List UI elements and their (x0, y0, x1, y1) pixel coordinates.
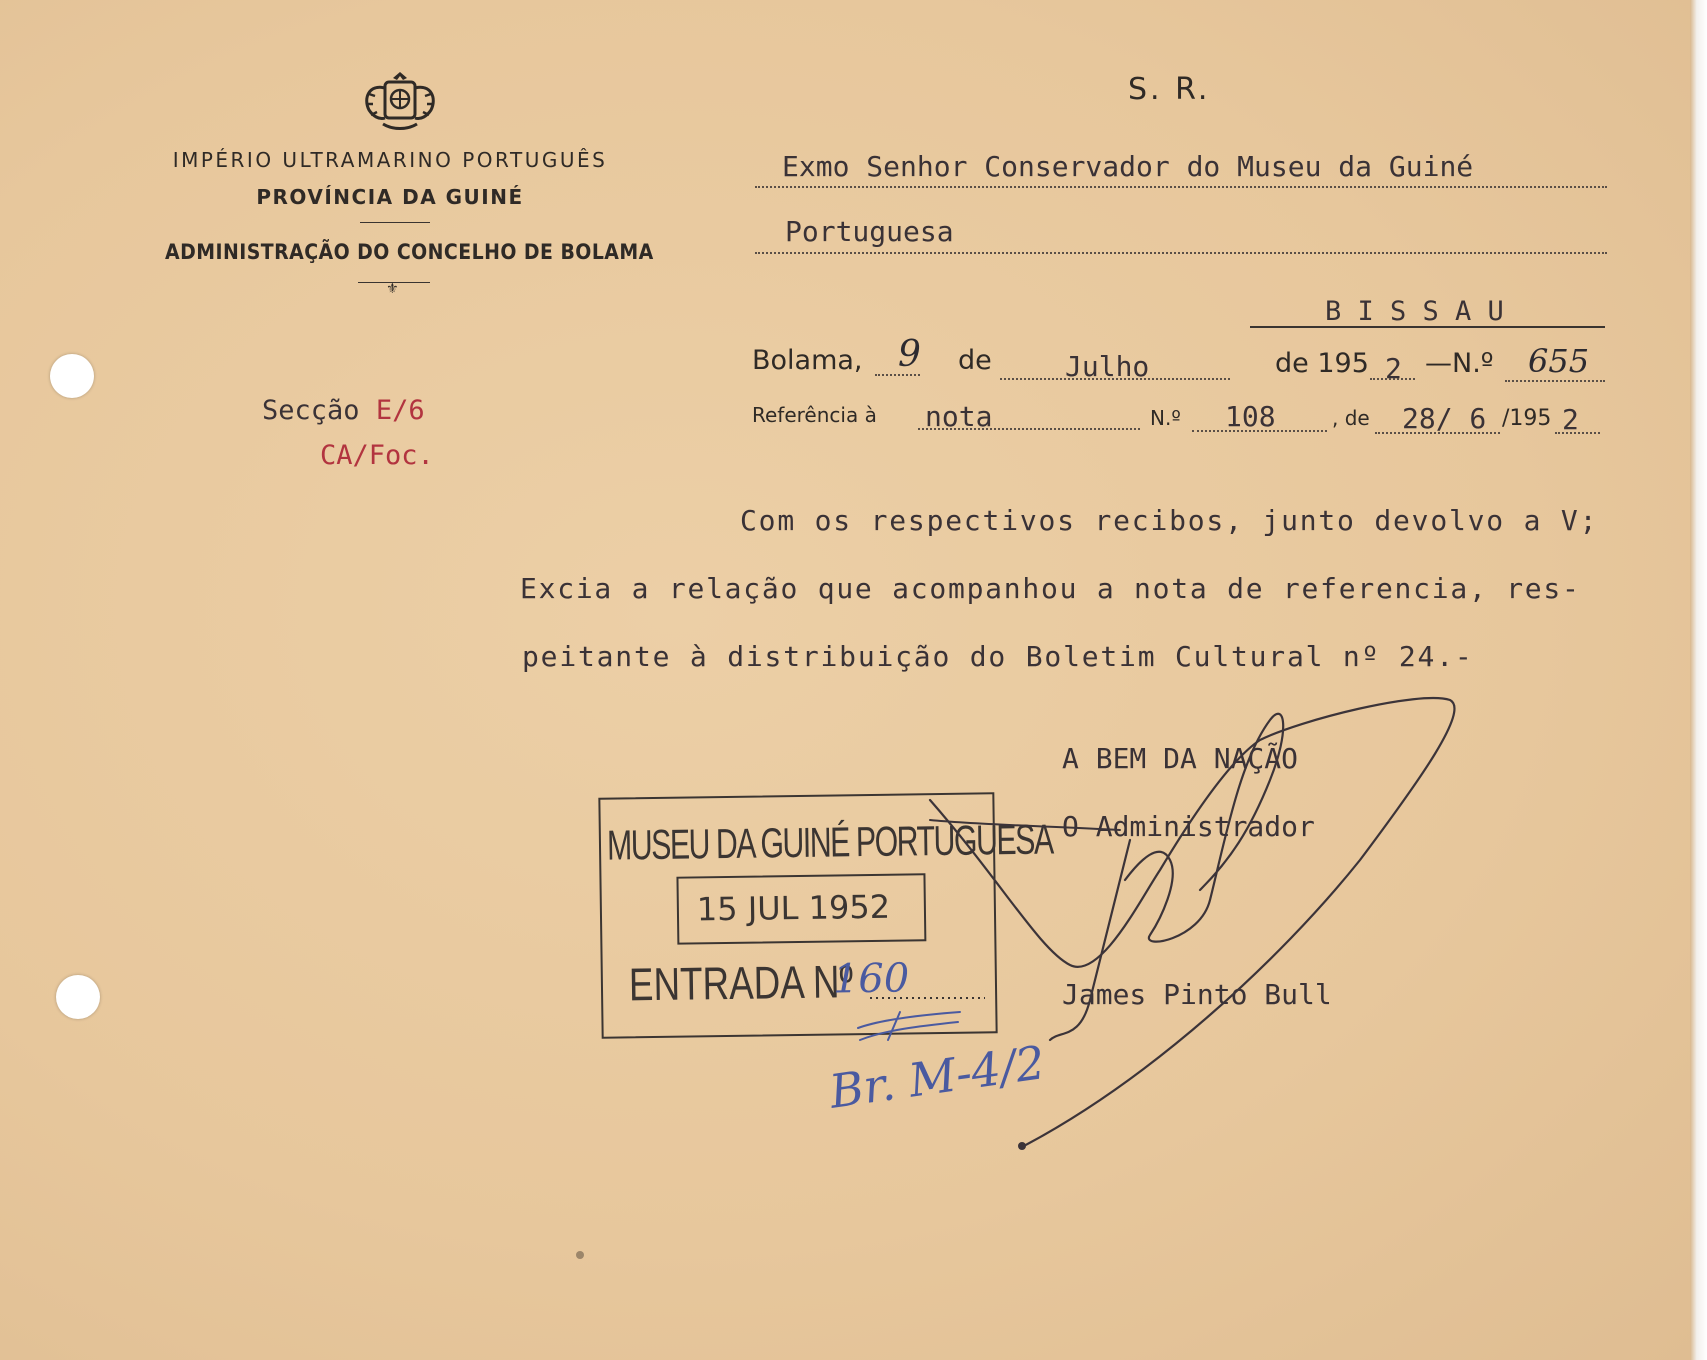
date-year-dots (1370, 378, 1415, 380)
addressee-line-1: Exmo Senhor Conservador do Museu da Guiné (782, 150, 1474, 183)
addressee-dots-2 (755, 252, 1607, 254)
reference-date-label: , de (1332, 406, 1370, 430)
reference-date-dots (1375, 432, 1500, 434)
closing-title: O Administrador (1062, 810, 1315, 843)
body-line-3: peitante à distribuição do Boletim Cultural nº 24.- (522, 640, 1474, 673)
addressee-dots-1 (755, 186, 1607, 188)
reference-number-label: N.º (1150, 406, 1181, 430)
punch-hole-top (50, 354, 94, 398)
date-place: Bolama, (752, 345, 863, 376)
body-line-2: Excia a relação que acompanhou a nota de referencia, res- (520, 572, 1581, 605)
section-word: Secção (262, 395, 360, 426)
date-month: Julho (1065, 350, 1150, 383)
addressee-line-2: Portuguesa (785, 215, 954, 248)
stamp-entry-label: ENTRADA Nº (628, 955, 854, 1011)
date-de: de (958, 345, 992, 376)
section-ref: CA/Foc. (320, 440, 434, 471)
reference-date: 28/ 6 (1402, 402, 1487, 435)
closing-salutation: A BEM DA NAÇÃO (1062, 742, 1299, 775)
addressee-city-rule (1250, 326, 1605, 328)
stamp-date: 15 JUL 1952 (696, 887, 891, 929)
stamp-date-box (676, 873, 926, 944)
date-year-prefix: de 195 (1275, 348, 1369, 379)
section-label (262, 395, 425, 426)
reference-year-dots (1555, 432, 1600, 434)
closing-name: James Pinto Bull (1062, 978, 1332, 1011)
letterhead-rule-1 (360, 222, 430, 223)
coat-of-arms-icon (355, 66, 445, 136)
sr-heading: S. R. (1128, 72, 1211, 107)
date-day-dots (875, 374, 920, 376)
letterhead-administration: ADMINISTRAÇÃO DO CONCELHO DE BOLAMA (165, 240, 654, 264)
stamp-entry-number: 160 (832, 955, 910, 1003)
reference-year-digit: 2 (1562, 403, 1579, 436)
punch-hole-bottom (56, 975, 100, 1019)
date-year-digit: 2 (1385, 352, 1402, 385)
ornament-icon: ⚜ (386, 281, 399, 297)
reference-number: 108 (1225, 400, 1276, 433)
section-code: E/6 (375, 395, 425, 426)
addressee-city: B I S S A U (1325, 296, 1504, 327)
date-month-dots (1000, 378, 1230, 380)
reference-label: Referência à (752, 403, 877, 427)
date-number-label: —N.º (1425, 348, 1494, 379)
museum-entry-stamp (598, 792, 1053, 1039)
date-number-dots (1505, 380, 1605, 382)
stamp-title: MUSEU DA GUINÉ PORTUGUESA (606, 815, 1053, 869)
reference-type-dots (918, 428, 1140, 430)
date-day: 9 (898, 334, 921, 375)
reference-number-dots (1192, 430, 1327, 432)
reference-type: nota (925, 400, 993, 433)
letterhead-empire: IMPÉRIO ULTRAMARINO PORTUGUÊS (172, 148, 608, 172)
date-number: 655 (1528, 342, 1590, 380)
body-line-1: Com os respectivos recibos, junto devolvo a V; (740, 504, 1599, 537)
reference-year-prefix: /195 (1502, 406, 1552, 431)
handwritten-annotation: Br. M-4/2 (826, 1035, 1049, 1119)
letterhead-province: PROVÍNCIA DA GUINÉ (256, 185, 524, 209)
paper-edge (1690, 0, 1707, 1360)
